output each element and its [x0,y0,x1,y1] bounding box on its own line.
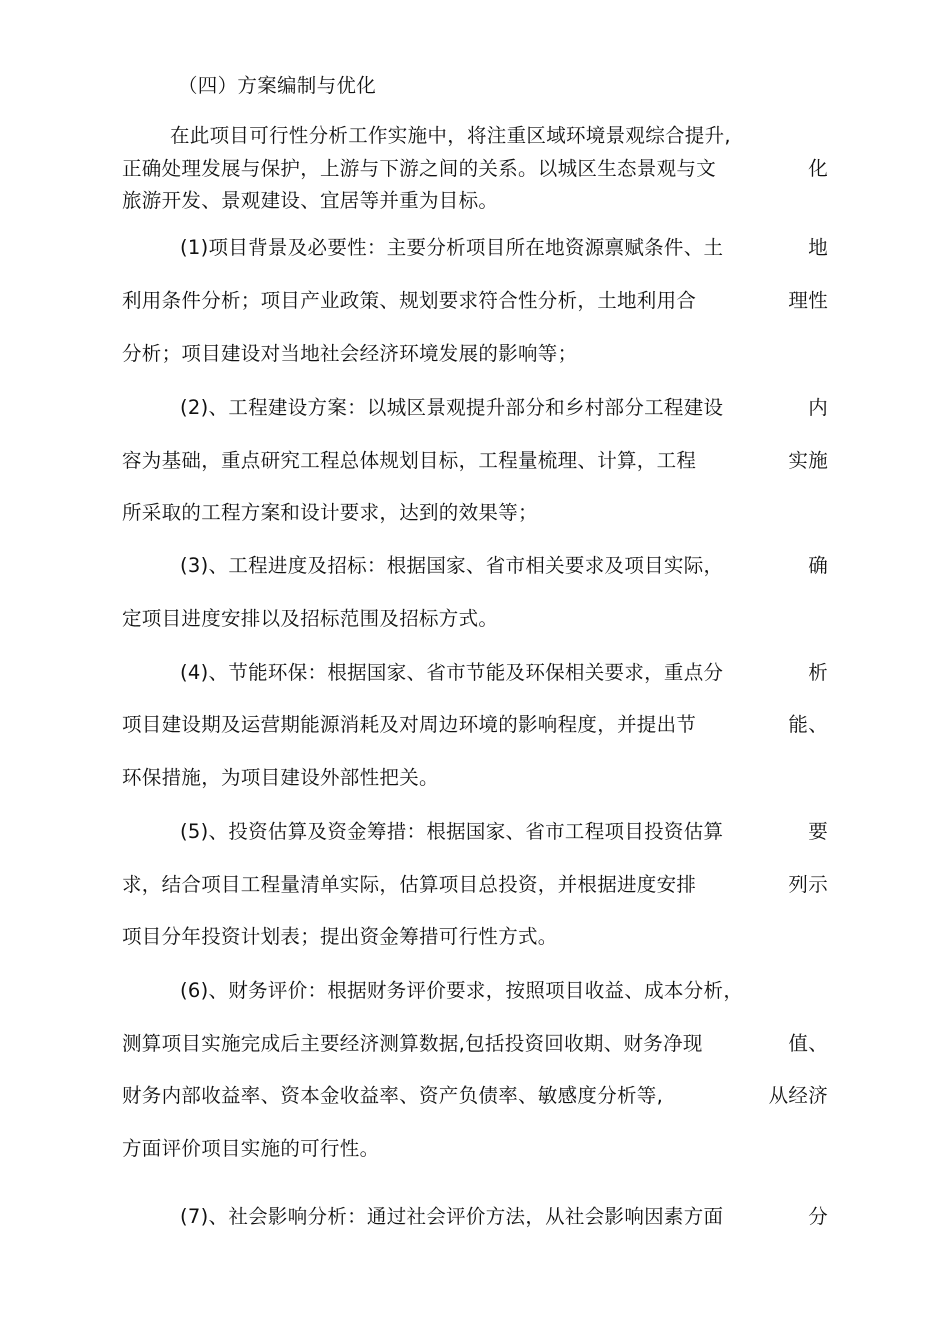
item-2-line-1-tail: 内 [808,396,828,419]
item-1-line-2-text: 利用条件分析；项目产业政策、规划要求符合性分析，土地利用合 [122,289,697,312]
item-1-line-1-tail: 地 [808,236,828,259]
item-1-line-1 [180,234,828,262]
item-6-line-2 [122,1030,828,1058]
item-4-line-2-text: 项目建设期及运营期能源消耗及对周边环境的影响程度，并提出节 [122,713,697,736]
item-4-line-2 [122,711,828,739]
intro-line-2-tail: 化 [808,157,828,180]
item-3-line-2: 定项目进度安排以及招标范围及招标方式。 [122,607,499,630]
item-1-line-3: 分析；项目建设对当地社会经济环境发展的影响等； [122,342,578,365]
intro-line-3: 旅游开发、景观建设、宜居等并重为目标。 [122,189,499,212]
item-6-line-1: (6)、财务评价：根据财务评价要求，按照项目收益、成本分析， [180,979,744,1002]
item-2-line-2-tail: 实施 [788,449,828,472]
item-3-line-1 [180,552,828,580]
item-4-line-3: 环保措施，为项目建设外部性把关。 [122,766,439,789]
item-6-line-2-tail: 值、 [788,1032,828,1055]
item-5-line-2-text: 求，结合项目工程量清单实际，估算项目总投资，并根据进度安排 [122,873,697,896]
item-6-line-3 [122,1082,828,1110]
item-4-line-1-tail: 析 [808,661,828,684]
item-4-line-1 [180,659,828,687]
intro-line-2 [122,155,828,183]
item-3-line-1-text: (3)、工程进度及招标：根据国家、省市相关要求及项目实际， [180,554,724,577]
item-5-line-1-text: (5)、投资估算及资金筹措：根据国家、省市工程项目投资估算 [180,820,724,843]
item-4-line-2-tail: 能、 [788,713,828,736]
item-6-line-3-text: 财务内部收益率、资本金收益率、资产负债率、敏感度分析等, [122,1084,664,1107]
item-5-line-1 [180,818,828,846]
item-5-line-2 [122,871,828,899]
section-heading: （四）方案编制与优化 [178,74,377,97]
intro-line-1: 在此项目可行性分析工作实施中，将注重区域环境景观综合提升, [170,124,731,147]
item-6-line-2-text: 测算项目实施完成后主要经济测算数据,包括投资回收期、财务净现 [122,1032,703,1055]
item-2-line-1-text: (2)、工程建设方案：以城区景观提升部分和乡村部分工程建设 [180,396,724,419]
item-7-line-1 [180,1203,828,1231]
item-5-line-1-tail: 要 [808,820,828,843]
item-5-line-3: 项目分年投资计划表；提出资金筹措可行性方式。 [122,925,558,948]
item-2-line-2-text: 容为基础，重点研究工程总体规划目标，工程量梳理、计算，工程 [122,449,697,472]
item-7-line-1-text: (7)、社会影响分析：通过社会评价方法，从社会影响因素方面 [180,1205,724,1228]
item-2-line-1 [180,394,828,422]
intro-line-2-text: 正确处理发展与保护，上游与下游之间的关系。以城区生态景观与文 [122,157,717,180]
item-1-line-2-tail: 理性 [788,289,828,312]
item-2-line-2 [122,447,828,475]
item-1-line-1-text: (1)项目背景及必要性：主要分析项目所在地资源禀赋条件、土 [180,236,724,259]
item-7-line-1-tail: 分 [808,1205,828,1228]
item-3-line-1-tail: 确 [808,554,828,577]
item-6-line-3-tail: 从经济 [768,1084,828,1107]
item-2-line-3: 所采取的工程方案和设计要求，达到的效果等； [122,501,538,524]
item-4-line-1-text: (4)、节能环保：根据国家、省市节能及环保相关要求，重点分 [180,661,724,684]
item-1-line-2 [122,287,828,315]
item-5-line-2-tail: 列示 [788,873,828,896]
item-6-line-4: 方面评价项目实施的可行性。 [122,1137,380,1160]
